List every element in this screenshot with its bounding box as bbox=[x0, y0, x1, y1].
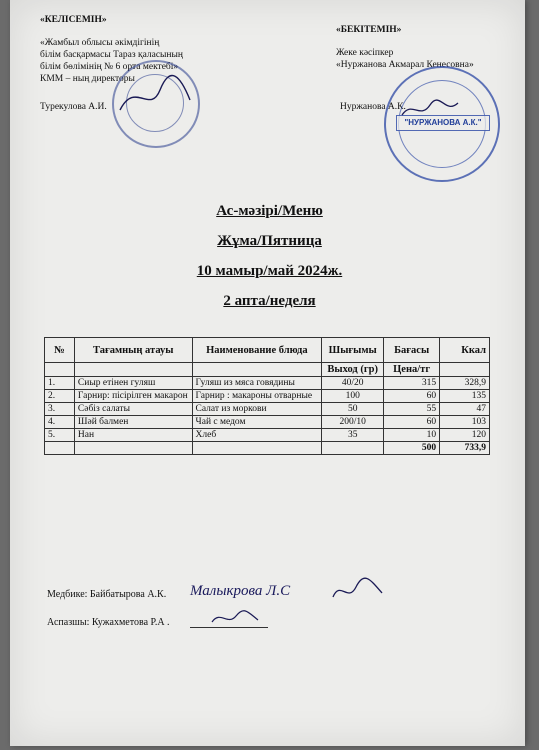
dish-ru: Гуляш из мяса говядины bbox=[192, 377, 322, 390]
table-total-row bbox=[45, 442, 490, 455]
dish-price: 60 bbox=[384, 390, 440, 403]
col-header-kcal: Ккал bbox=[440, 338, 490, 363]
right-line-1: Жеке кәсіпкер bbox=[336, 48, 394, 58]
dish-price: 55 bbox=[384, 403, 440, 416]
col-header-price: Бағасы bbox=[384, 338, 440, 363]
row-number: 1. bbox=[45, 377, 75, 390]
entrepreneur-signature-icon bbox=[400, 95, 460, 125]
table-row bbox=[45, 390, 490, 403]
dish-kz: Сиыр етінен гуляш bbox=[74, 377, 192, 390]
col-header-dish-ru: Наименование блюда bbox=[192, 338, 322, 363]
dish-ru: Чай с медом bbox=[192, 416, 322, 429]
dish-kcal: 103 bbox=[440, 416, 490, 429]
dish-kz: Нан bbox=[74, 429, 192, 442]
nurse-label: Медбике: Байбатырова А.К. bbox=[47, 589, 167, 600]
director-name: Турекулова А.И. bbox=[40, 102, 107, 112]
date-title: 10 мамыр/май 2024ж. bbox=[196, 263, 343, 279]
menu-table bbox=[44, 337, 490, 455]
row-number: 2. bbox=[45, 390, 75, 403]
dish-ru: Гарнир : макароны отварные bbox=[192, 390, 322, 403]
dish-kz: Сәбіз салаты bbox=[74, 403, 192, 416]
stamp-label: "НУРЖАНОВА А.К." bbox=[396, 115, 490, 131]
dish-kcal: 120 bbox=[440, 429, 490, 442]
left-line-1: «Жамбыл облысы әкімдігінің bbox=[40, 38, 160, 48]
dish-kz: Шәй балмен bbox=[74, 416, 192, 429]
dish-kcal: 47 bbox=[440, 403, 490, 416]
dish-output: 35 bbox=[322, 429, 384, 442]
left-line-3: білім бөлімінің № 6 орта мектебі» bbox=[40, 62, 179, 72]
approved-heading: «БЕКІТЕМІН» bbox=[336, 25, 402, 35]
dish-ru: Хлеб bbox=[192, 429, 322, 442]
nurse-sign-scribble-icon bbox=[330, 575, 385, 605]
director-signature-icon bbox=[115, 70, 195, 120]
dish-output: 40/20 bbox=[322, 377, 384, 390]
row-number: 4. bbox=[45, 416, 75, 429]
dish-kcal: 135 bbox=[440, 390, 490, 403]
right-line-2: «Нуржанова Акмарал Кенесовна» bbox=[336, 60, 474, 70]
menu-title: Ас-мәзірі/Меню bbox=[216, 203, 323, 219]
dish-output: 100 bbox=[322, 390, 384, 403]
row-number: 3. bbox=[45, 403, 75, 416]
col-header-output: Шығымы bbox=[322, 338, 384, 363]
table-row bbox=[45, 416, 490, 429]
dish-kcal: 328,9 bbox=[440, 377, 490, 390]
subheader-output: Выход (гр) bbox=[322, 363, 384, 377]
table-row bbox=[45, 377, 490, 390]
nurse-signature: Малыкрова Л.С bbox=[190, 583, 291, 599]
dish-ru: Салат из моркови bbox=[192, 403, 322, 416]
row-number: 5. bbox=[45, 429, 75, 442]
total-price: 500 bbox=[384, 442, 440, 455]
week-title: 2 апта/неделя bbox=[223, 293, 316, 309]
table-row bbox=[45, 429, 490, 442]
dish-price: 60 bbox=[384, 416, 440, 429]
dish-kz: Гарнир: пісірілген макарон bbox=[74, 390, 192, 403]
entrepreneur-name: Нуржанова А.К. bbox=[340, 102, 406, 112]
table-subheader-row bbox=[45, 363, 490, 377]
col-header-number: № bbox=[45, 338, 75, 363]
left-line-2: білім басқармасы Тараз қаласының bbox=[40, 50, 183, 60]
dish-output: 50 bbox=[322, 403, 384, 416]
cook-signature-icon bbox=[210, 608, 260, 628]
subheader-price: Цена/тг bbox=[384, 363, 440, 377]
left-line-4: КММ – ның директоры bbox=[40, 74, 135, 84]
dish-price: 10 bbox=[384, 429, 440, 442]
agreed-heading: «КЕЛІСЕМІН» bbox=[40, 15, 107, 25]
col-header-dish-kz: Тағамның атауы bbox=[74, 338, 192, 363]
day-title: Жұма/Пятница bbox=[217, 233, 322, 249]
total-kcal: 733,9 bbox=[440, 442, 490, 455]
table-row bbox=[45, 403, 490, 416]
table-header-row bbox=[45, 338, 490, 363]
dish-price: 315 bbox=[384, 377, 440, 390]
cook-label: Аспазшы: Кужахметова Р.А . bbox=[47, 617, 170, 628]
dish-output: 200/10 bbox=[322, 416, 384, 429]
